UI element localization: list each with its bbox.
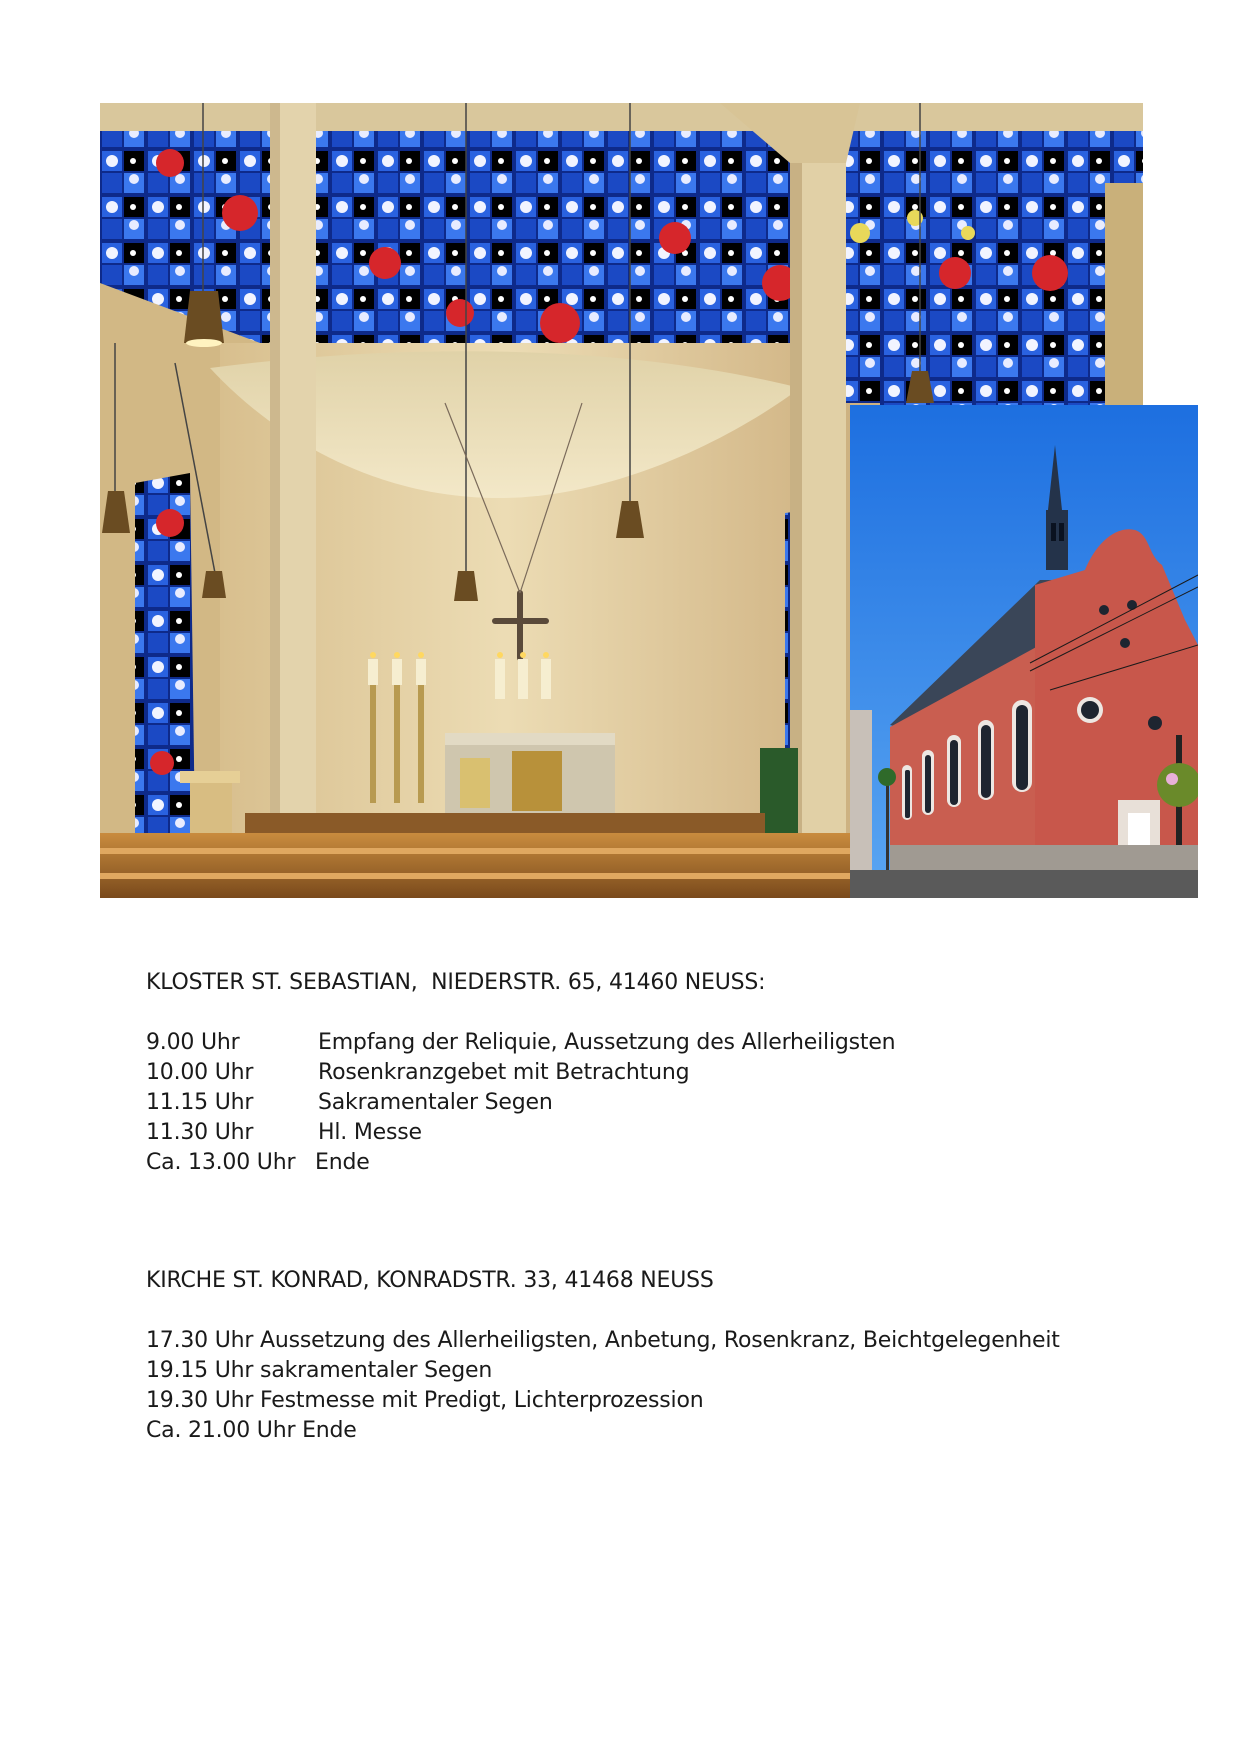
- schedule-row: [146, 1028, 895, 1058]
- schedule-line: Ca. 21.00 Uhr Ende: [146, 1418, 357, 1443]
- section-heading: KLOSTER ST. SEBASTIAN, NIEDERSTR. 65, 41460 NEUSS:: [146, 970, 766, 995]
- schedule-row: [146, 1148, 895, 1178]
- section-kirche: [146, 1266, 1060, 1446]
- schedule-time: Ca. 13.00 Uhr: [146, 1150, 296, 1175]
- schedule-line: 19.30 Uhr Festmesse mit Predigt, Lichterprozession: [146, 1388, 704, 1413]
- schedule-event: Empfang der Reliquie, Aussetzung des Allerheiligsten: [318, 1030, 896, 1055]
- schedule-time: 11.15 Uhr: [146, 1090, 254, 1115]
- church-exterior-photo: [850, 405, 1198, 898]
- schedule-event: Sakramentaler Segen: [318, 1090, 553, 1115]
- schedule-time: 10.00 Uhr: [146, 1060, 254, 1085]
- schedule-line: 19.15 Uhr sakramentaler Segen: [146, 1358, 493, 1383]
- schedule-time: 11.30 Uhr: [146, 1120, 254, 1145]
- schedule-time: 9.00 Uhr: [146, 1030, 240, 1055]
- schedule-event: Rosenkranzgebet mit Betrachtung: [318, 1060, 690, 1085]
- schedule-line: 17.30 Uhr Aussetzung des Allerheiligsten, Anbetung, Rosenkranz, Beichtgelegenheit: [146, 1328, 1060, 1353]
- section-kloster: [146, 968, 895, 1178]
- schedule-event: Ende: [315, 1150, 370, 1175]
- schedule-row: [146, 1088, 895, 1118]
- schedule-row: [146, 1058, 895, 1088]
- section-heading: KIRCHE ST. KONRAD, KONRADSTR. 33, 41468 NEUSS: [146, 1268, 714, 1293]
- schedule-row: [146, 1118, 895, 1148]
- schedule-event: Hl. Messe: [318, 1120, 422, 1145]
